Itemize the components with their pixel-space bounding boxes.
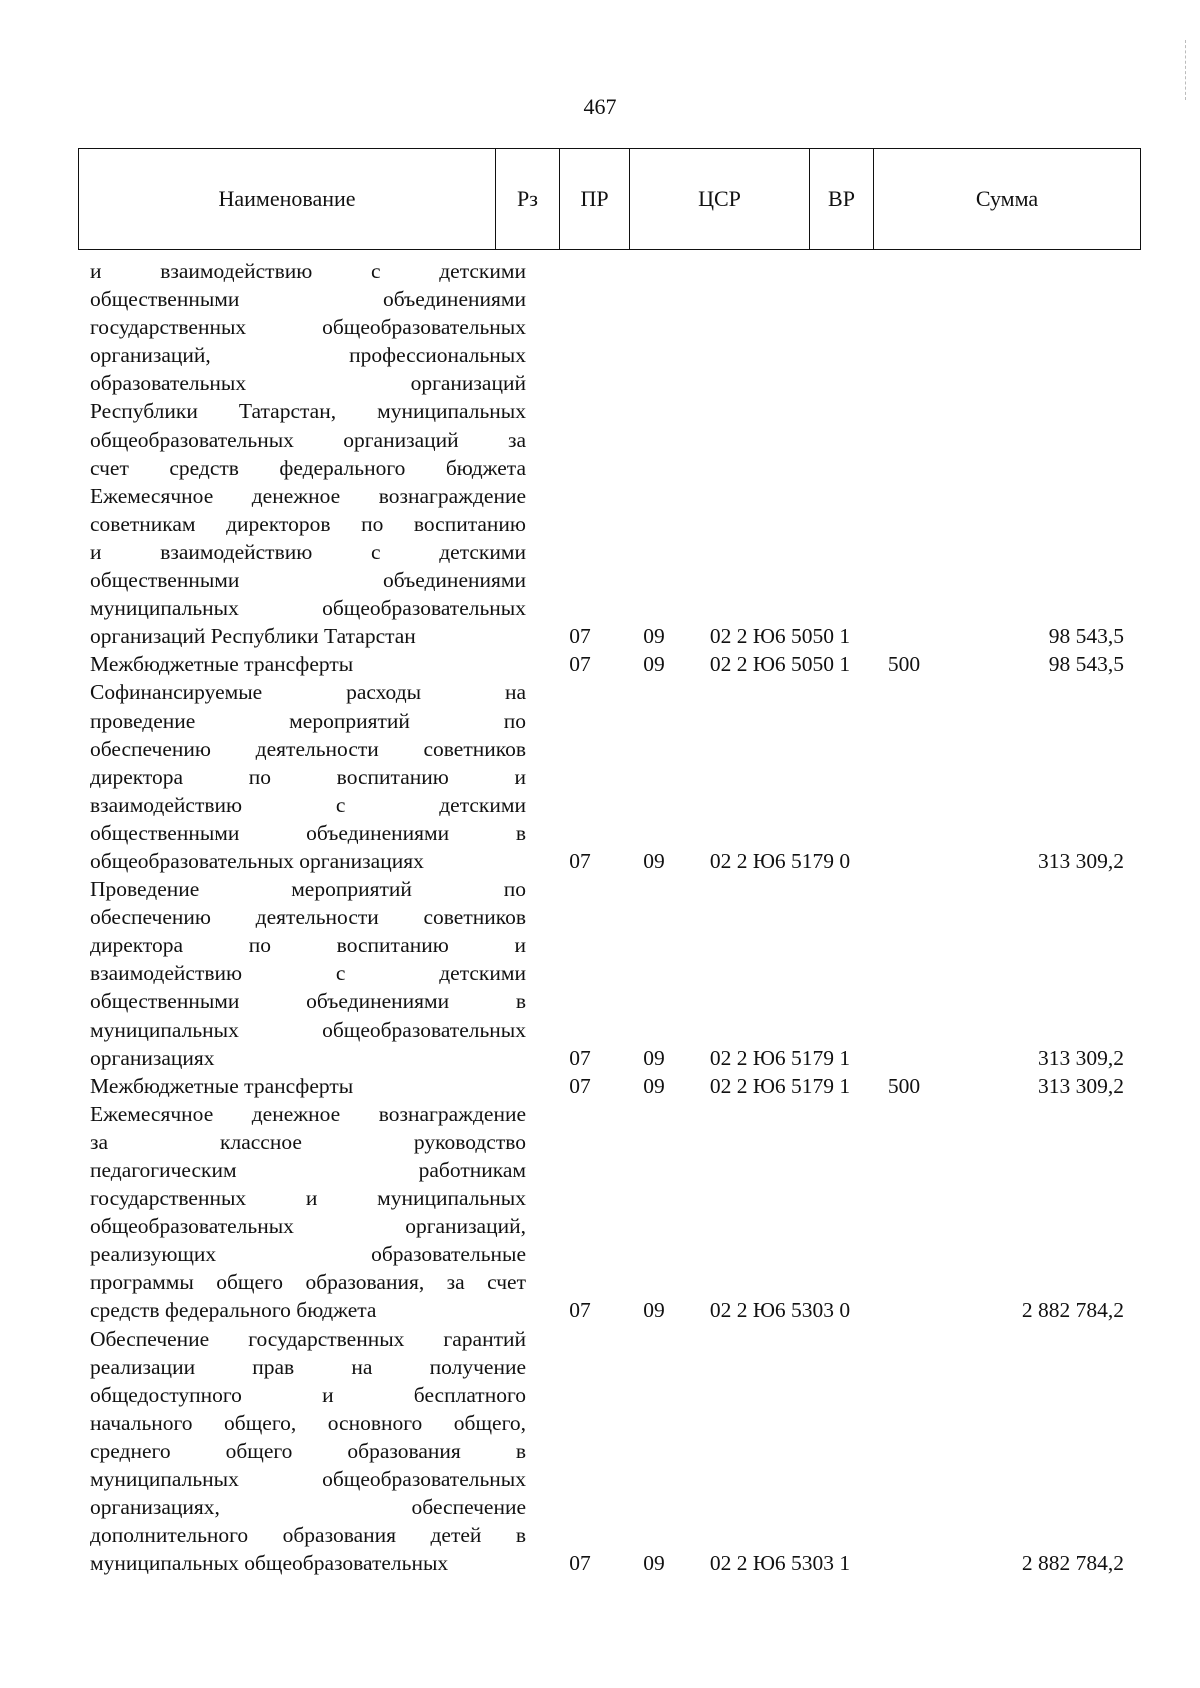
row-csr: 02 2 Ю6 5303 1: [709, 1551, 851, 1576]
row-name-line: Межбюджетные трансферты: [90, 1073, 354, 1098]
row-name-line: взаимодействию с детскими: [90, 961, 526, 986]
row-pr: 09: [643, 1073, 665, 1098]
row-sum: 98 543,5: [1048, 652, 1124, 677]
row-name-line: счет средств федерального бюджета: [90, 455, 526, 480]
row-name-line: средств федерального бюджета: [90, 1298, 377, 1323]
row-pr: 09: [643, 652, 665, 677]
row-name: [78, 1100, 1140, 1325]
row-pr: 09: [643, 1551, 665, 1576]
row-name-line: среднего общего образования в: [90, 1438, 526, 1463]
row-name-line: государственных и муниципальных: [90, 1186, 526, 1211]
row-vr: 500: [887, 1073, 921, 1098]
row-name-line: за классное руководство: [90, 1129, 526, 1154]
row-name: [78, 257, 1140, 482]
scan-edge-mark: [1185, 40, 1188, 100]
row-name: [78, 678, 1140, 875]
row-csr: 02 2 Ю6 5050 1: [709, 652, 851, 677]
header-name: Наименование: [79, 149, 496, 250]
row-name-line: взаимодействию с детскими: [90, 792, 526, 817]
table-body: [78, 257, 1140, 1577]
row-name-line: реализующих образовательные: [90, 1242, 526, 1267]
row-name-line: муниципальных общеобразовательных: [90, 596, 526, 621]
row-name-line: общественными объединениями в: [90, 820, 526, 845]
row-sum: 98 543,5: [1048, 624, 1124, 649]
row-pr: 09: [643, 624, 665, 649]
row-sum: 2 882 784,2: [1021, 1551, 1124, 1576]
row-rz: 07: [569, 1298, 591, 1323]
row-name-line: Софинансируемые расходы на: [90, 680, 526, 705]
row-name-line: общедоступного и бесплатного: [90, 1382, 526, 1407]
row-name: [78, 875, 1140, 1072]
row-name-line: общественными объединениями: [90, 287, 526, 312]
row-name-line: начального общего, основного общего,: [90, 1410, 526, 1435]
header-csr: ЦСР: [630, 149, 810, 250]
row-csr: 02 2 Ю6 5303 0: [709, 1298, 851, 1323]
row-csr: 02 2 Ю6 5050 1: [709, 624, 851, 649]
row-sum: 313 309,2: [1038, 848, 1124, 873]
row-name-line: Проведение мероприятий по: [90, 877, 526, 902]
row-name-line: директора по воспитанию и: [90, 764, 526, 789]
table-row: [78, 482, 1140, 651]
header-vr: ВР: [810, 149, 874, 250]
row-csr: 02 2 Ю6 5179 1: [709, 1073, 851, 1098]
header-sum: Сумма: [874, 149, 1141, 250]
row-name-line: дополнительного образования детей в: [90, 1523, 526, 1548]
row-name-line: муниципальных общеобразовательных: [90, 1467, 526, 1492]
row-name-line: организаций, профессиональных: [90, 343, 526, 368]
row-rz: 07: [569, 624, 591, 649]
row-rz: 07: [569, 1045, 591, 1070]
row-csr: 02 2 Ю6 5179 1: [709, 1045, 851, 1070]
row-name-line: организаций Республики Татарстан: [90, 624, 416, 649]
row-name-line: государственных общеобразовательных: [90, 315, 526, 340]
row-name-line: Ежемесячное денежное вознаграждение: [90, 483, 526, 508]
row-name-line: Республики Татарстан, муниципальных: [90, 399, 526, 424]
row-name-line: обеспечению деятельности советников: [90, 905, 526, 930]
row-name-line: муниципальных общеобразовательных: [90, 1017, 526, 1042]
table-row: [78, 1072, 1140, 1100]
row-name-line: муниципальных общеобразовательных: [90, 1551, 449, 1576]
row-csr: 02 2 Ю6 5179 0: [709, 848, 851, 873]
row-rz: 07: [569, 652, 591, 677]
row-sum: 313 309,2: [1038, 1073, 1124, 1098]
row-name-line: общественными объединениями: [90, 568, 526, 593]
table-row: [78, 650, 1140, 678]
row-name-line: программы общего образования, за счет: [90, 1270, 526, 1295]
row-name: [78, 1325, 1140, 1578]
row-name-line: советникам директоров по воспитанию: [90, 511, 526, 536]
row-name-line: проведение мероприятий по: [90, 708, 526, 733]
row-rz: 07: [569, 848, 591, 873]
row-name-line: общеобразовательных организаций,: [90, 1214, 526, 1239]
row-name-line: и взаимодействию с детскими: [90, 259, 526, 283]
row-name-line: Обеспечение государственных гарантий: [90, 1326, 526, 1351]
row-rz: 07: [569, 1551, 591, 1576]
page-number: 467: [583, 94, 617, 119]
header-rz: Рз: [496, 149, 560, 250]
row-name-line: директора по воспитанию и: [90, 933, 526, 958]
table-header: [78, 148, 1141, 250]
table-row: [78, 1100, 1140, 1325]
row-pr: 09: [643, 848, 665, 873]
row-name-line: организациях: [90, 1045, 215, 1070]
row-pr: 09: [643, 1298, 665, 1323]
row-name-line: реализации прав на получение: [90, 1354, 526, 1379]
row-sum: 2 882 784,2: [1021, 1298, 1124, 1323]
row-name-line: обеспечению деятельности советников: [90, 736, 526, 761]
row-rz: 07: [569, 1073, 591, 1098]
row-name-line: общеобразовательных организаций за: [90, 427, 526, 452]
row-name-line: Межбюджетные трансферты: [90, 652, 354, 677]
table-row: [78, 875, 1140, 1072]
header-pr: ПР: [560, 149, 630, 250]
row-name-line: образовательных организаций: [90, 371, 526, 396]
row-pr: 09: [643, 1045, 665, 1070]
row-name-line: и взаимодействию с детскими: [90, 539, 526, 564]
row-name-line: организациях, обеспечение: [90, 1495, 526, 1520]
row-name-line: общественными объединениями в: [90, 989, 526, 1014]
row-name-line: педагогическим работникам: [90, 1158, 526, 1182]
table-row: [78, 678, 1140, 875]
table-row: [78, 257, 1140, 482]
table-row: [78, 1325, 1140, 1578]
row-sum: 313 309,2: [1038, 1045, 1124, 1070]
row-name-line: общеобразовательных организациях: [90, 848, 424, 873]
row-name-line: Ежемесячное денежное вознаграждение: [90, 1101, 526, 1126]
row-vr: 500: [887, 652, 921, 677]
